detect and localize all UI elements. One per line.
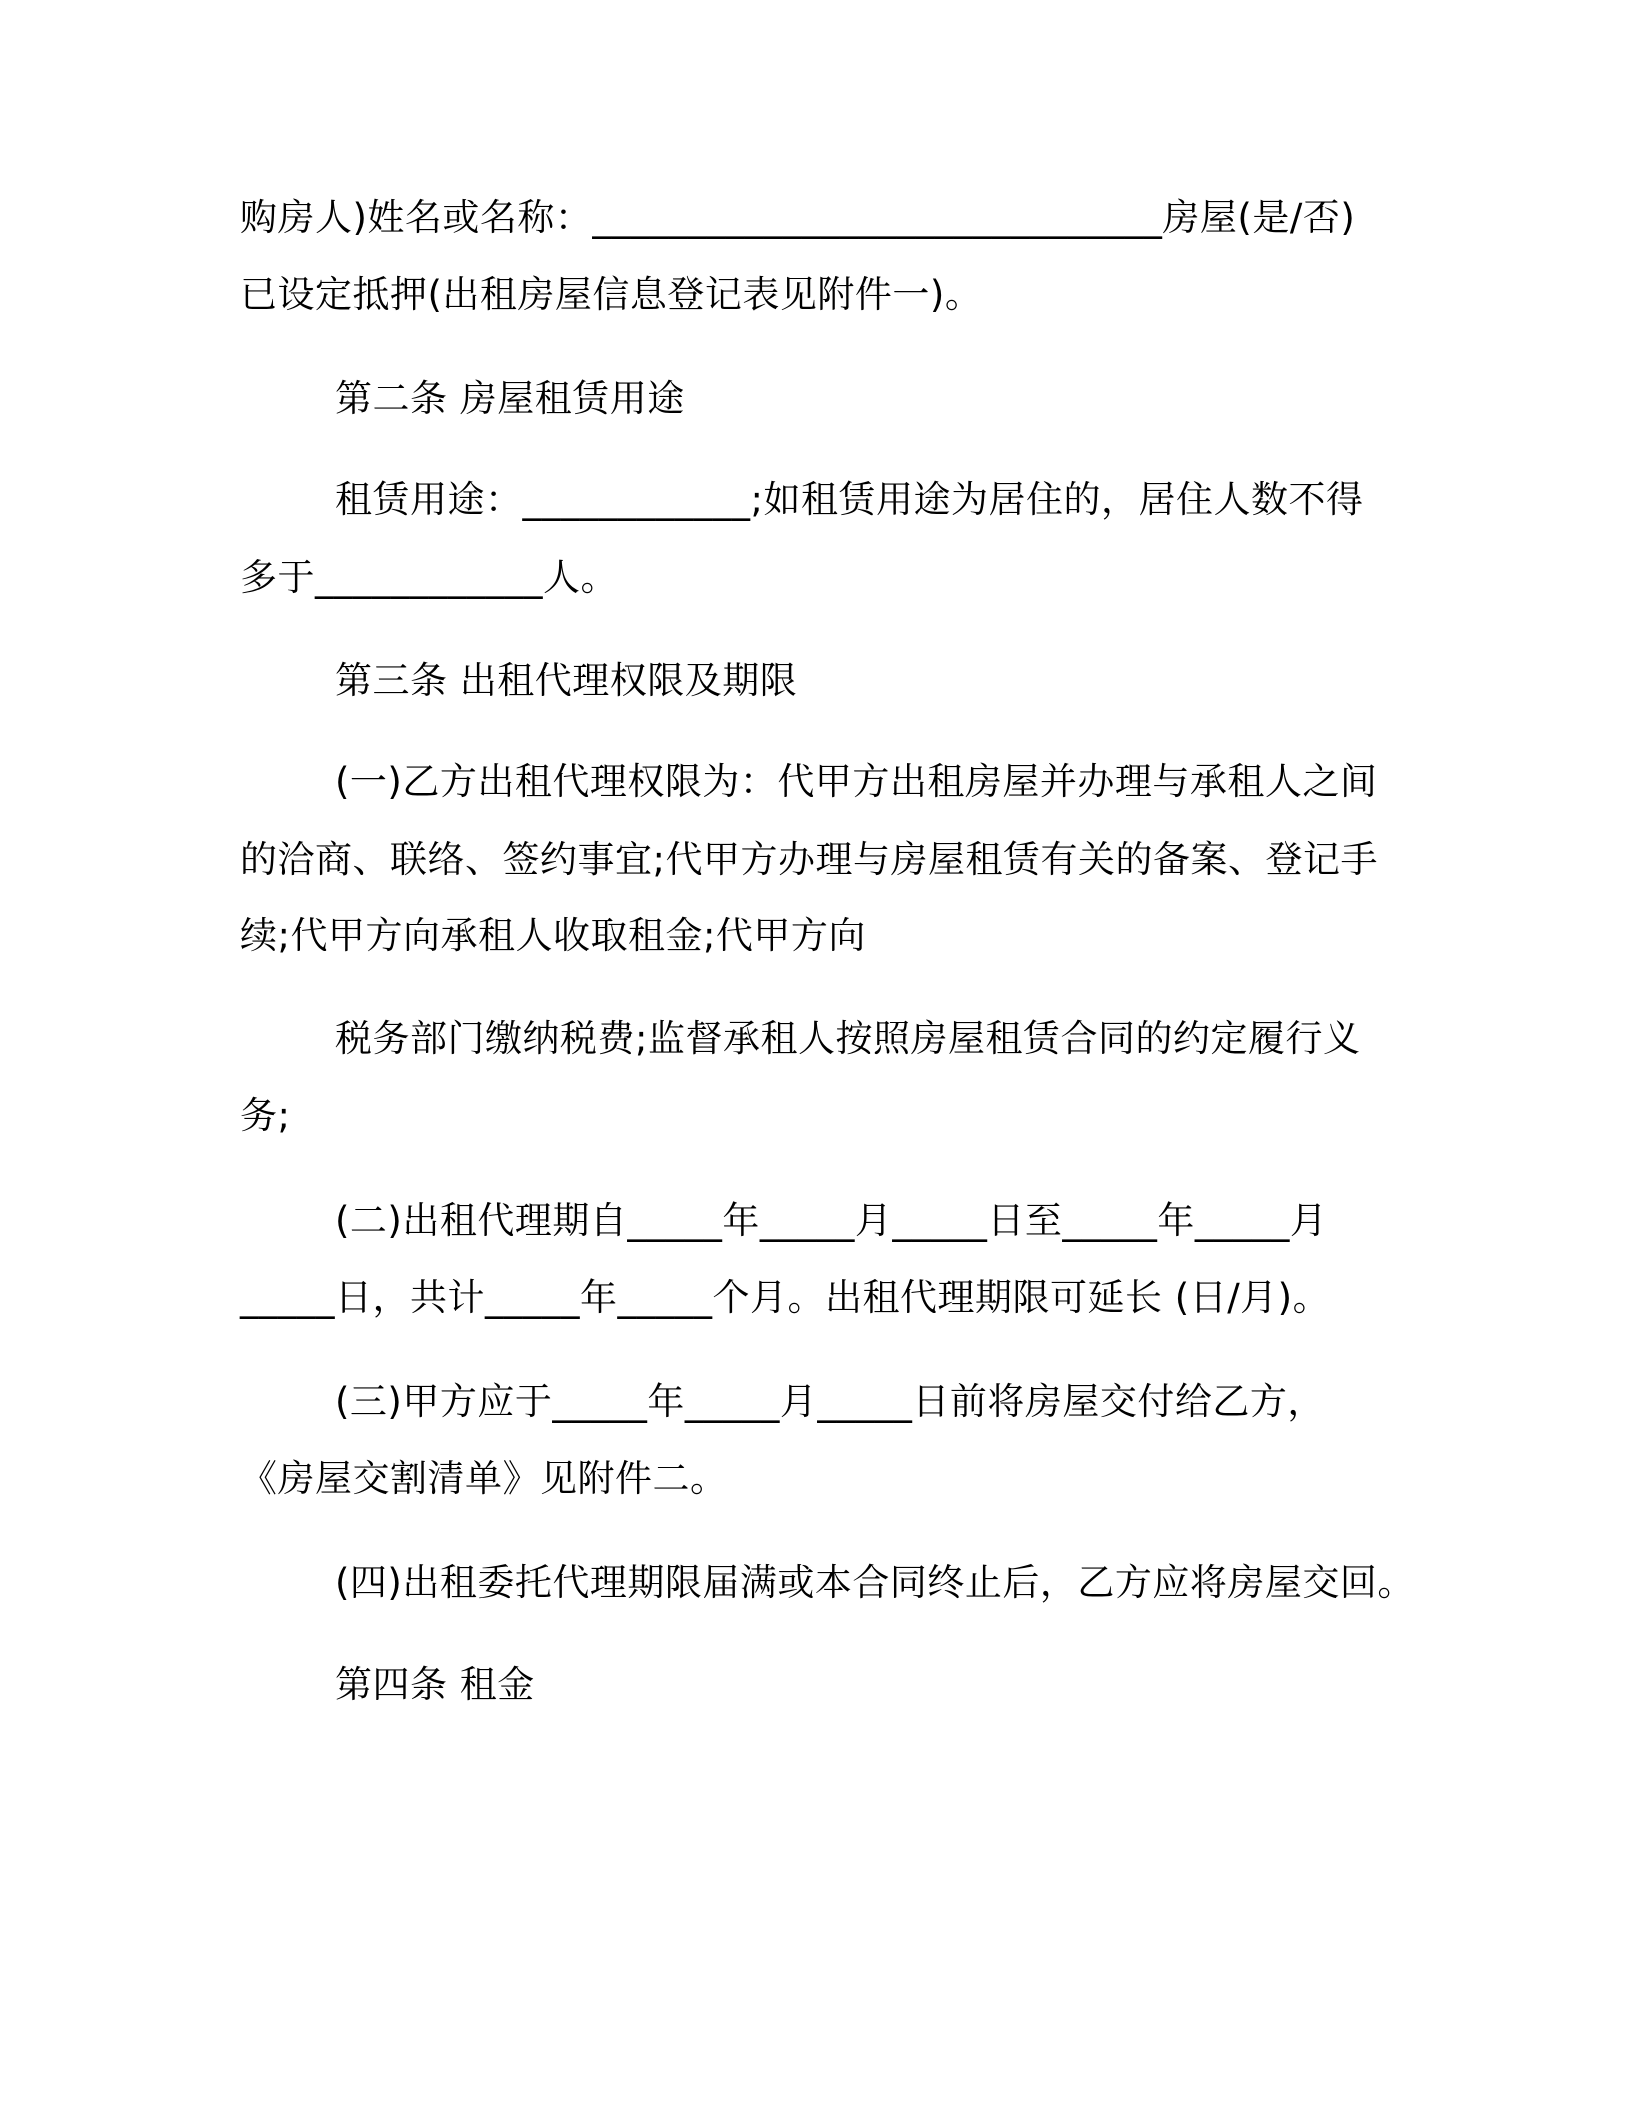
text-line: 税务部门缴纳税费;监督承租人按照房屋租赁合同的约定履行义 [335,1017,1361,1060]
text-line: (二)出租代理期自_____年_____月_____日至_____年_____月 [335,1199,1328,1242]
section-heading: 第二条 房屋租赁用途 [335,377,685,420]
text-line: (四)出租委托代理期限届满或本合同终止后，乙方应将房屋交回。 [335,1561,1415,1604]
section-heading: 第三条 出租代理权限及期限 [335,659,798,702]
section-heading: 第四条 租金 [335,1663,535,1706]
text-line: 购房人)姓名或名称：______________________________房屋(是/否) [240,196,1356,239]
text-line: 多于____________人。 [240,556,618,599]
text-line: 已设定抵押(出租房屋信息登记表见附件一)。 [240,273,983,316]
text-line: 的洽商、联络、签约事宜;代甲方办理与房屋租赁有关的备案、登记手 [240,838,1378,881]
text-line: 租赁用途：____________;如租赁用途为居住的，居住人数不得 [335,478,1364,521]
text-line: (三)甲方应于_____年_____月_____日前将房屋交付给乙方， [335,1380,1325,1423]
text-line: 务; [240,1094,291,1137]
text-line: 续;代甲方向承租人收取租金;代甲方向 [240,914,866,957]
text-line: _____日，共计_____年_____个月。出租代理期限可延长 (日/月)。 [240,1276,1331,1319]
text-line: (一)乙方出租代理权限为：代甲方出租房屋并办理与承租人之间 [335,760,1378,803]
text-line: 《房屋交割清单》见附件二。 [240,1457,728,1500]
